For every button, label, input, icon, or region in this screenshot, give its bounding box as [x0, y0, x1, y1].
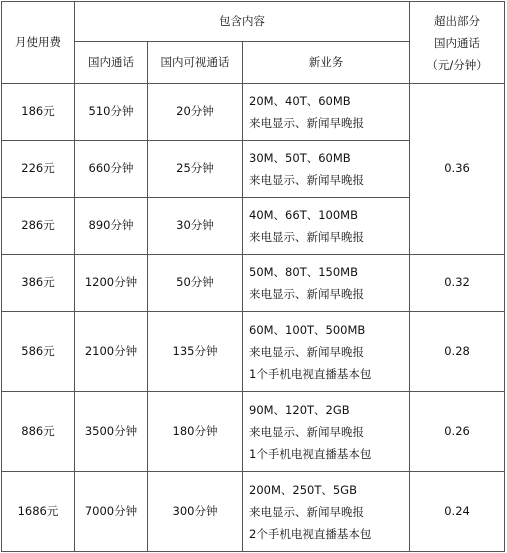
service-line: 90M、120T、2GB — [249, 402, 350, 417]
service-line: 40M、66T、100MB — [249, 208, 358, 222]
service-line: 来电显示、新闻早晚报 — [249, 287, 364, 301]
calls-cell: 7000分钟 — [75, 472, 148, 552]
fee-cell: 586元 — [2, 312, 75, 392]
service-line: 60M、100T、500MB — [249, 322, 366, 337]
overage-rate-cell: 0.36 — [410, 84, 505, 255]
service-line: 来电显示、新闻早晚报 — [249, 344, 364, 359]
header-monthly-fee: 月使用费 — [2, 2, 75, 84]
header-overage — [410, 2, 505, 84]
service-line: 20M、40T、60MB — [249, 94, 351, 108]
fee-cell: 886元 — [2, 392, 75, 472]
video-cell: 180分钟 — [148, 392, 243, 472]
services-cell — [243, 312, 410, 392]
calls-cell: 660分钟 — [75, 141, 148, 198]
header-new-services: 新业务 — [243, 42, 410, 84]
services-cell — [243, 392, 410, 472]
services-cell — [243, 255, 410, 312]
header-domestic-video-calls: 国内可视通话 — [148, 42, 243, 84]
overage-rate-cell: 0.28 — [410, 312, 505, 392]
video-cell: 20分钟 — [148, 84, 243, 141]
calls-cell: 510分钟 — [75, 84, 148, 141]
service-line: 1个手机电视直播基本包 — [249, 366, 372, 381]
header-included: 包含内容 — [75, 2, 410, 42]
header-row — [2, 2, 505, 42]
service-line: 来电显示、新闻早晚报 — [249, 116, 364, 130]
service-line: 来电显示、新闻早晚报 — [249, 424, 364, 439]
overage-rate-cell: 0.24 — [410, 472, 505, 552]
table-row — [2, 312, 505, 392]
header-overage-line1: 超出部分 — [434, 13, 481, 28]
table-row — [2, 472, 505, 552]
service-line: 2个手机电视直播基本包 — [249, 526, 372, 541]
fee-cell: 286元 — [2, 198, 75, 255]
services-cell — [243, 141, 410, 198]
service-line: 30M、50T、60MB — [249, 151, 351, 165]
services-cell — [243, 472, 410, 552]
table-row — [2, 84, 505, 141]
video-cell: 50分钟 — [148, 255, 243, 312]
video-cell: 30分钟 — [148, 198, 243, 255]
overage-rate-cell: 0.32 — [410, 255, 505, 312]
calls-cell: 2100分钟 — [75, 312, 148, 392]
table-row — [2, 255, 505, 312]
fee-cell: 226元 — [2, 141, 75, 198]
service-line: 来电显示、新闻早晚报 — [249, 173, 364, 187]
services-cell — [243, 198, 410, 255]
table-row — [2, 392, 505, 472]
header-overage-line2: 国内通话 — [434, 35, 481, 50]
fee-cell: 186元 — [2, 84, 75, 141]
fee-cell: 1686元 — [2, 472, 75, 552]
service-line: 200M、250T、5GB — [249, 482, 357, 497]
calls-cell: 1200分钟 — [75, 255, 148, 312]
header-domestic-calls: 国内通话 — [75, 42, 148, 84]
services-cell — [243, 84, 410, 141]
overage-rate-cell: 0.26 — [410, 392, 505, 472]
service-line: 1个手机电视直播基本包 — [249, 446, 372, 461]
service-line: 来电显示、新闻早晚报 — [249, 504, 364, 519]
video-cell: 135分钟 — [148, 312, 243, 392]
service-line: 50M、80T、150MB — [249, 265, 358, 279]
fee-cell: 386元 — [2, 255, 75, 312]
video-cell: 25分钟 — [148, 141, 243, 198]
calls-cell: 3500分钟 — [75, 392, 148, 472]
header-overage-line3: （元/分钟） — [426, 57, 488, 72]
plan-table — [1, 1, 505, 552]
service-line: 来电显示、新闻早晚报 — [249, 230, 364, 244]
video-cell: 300分钟 — [148, 472, 243, 552]
calls-cell: 890分钟 — [75, 198, 148, 255]
